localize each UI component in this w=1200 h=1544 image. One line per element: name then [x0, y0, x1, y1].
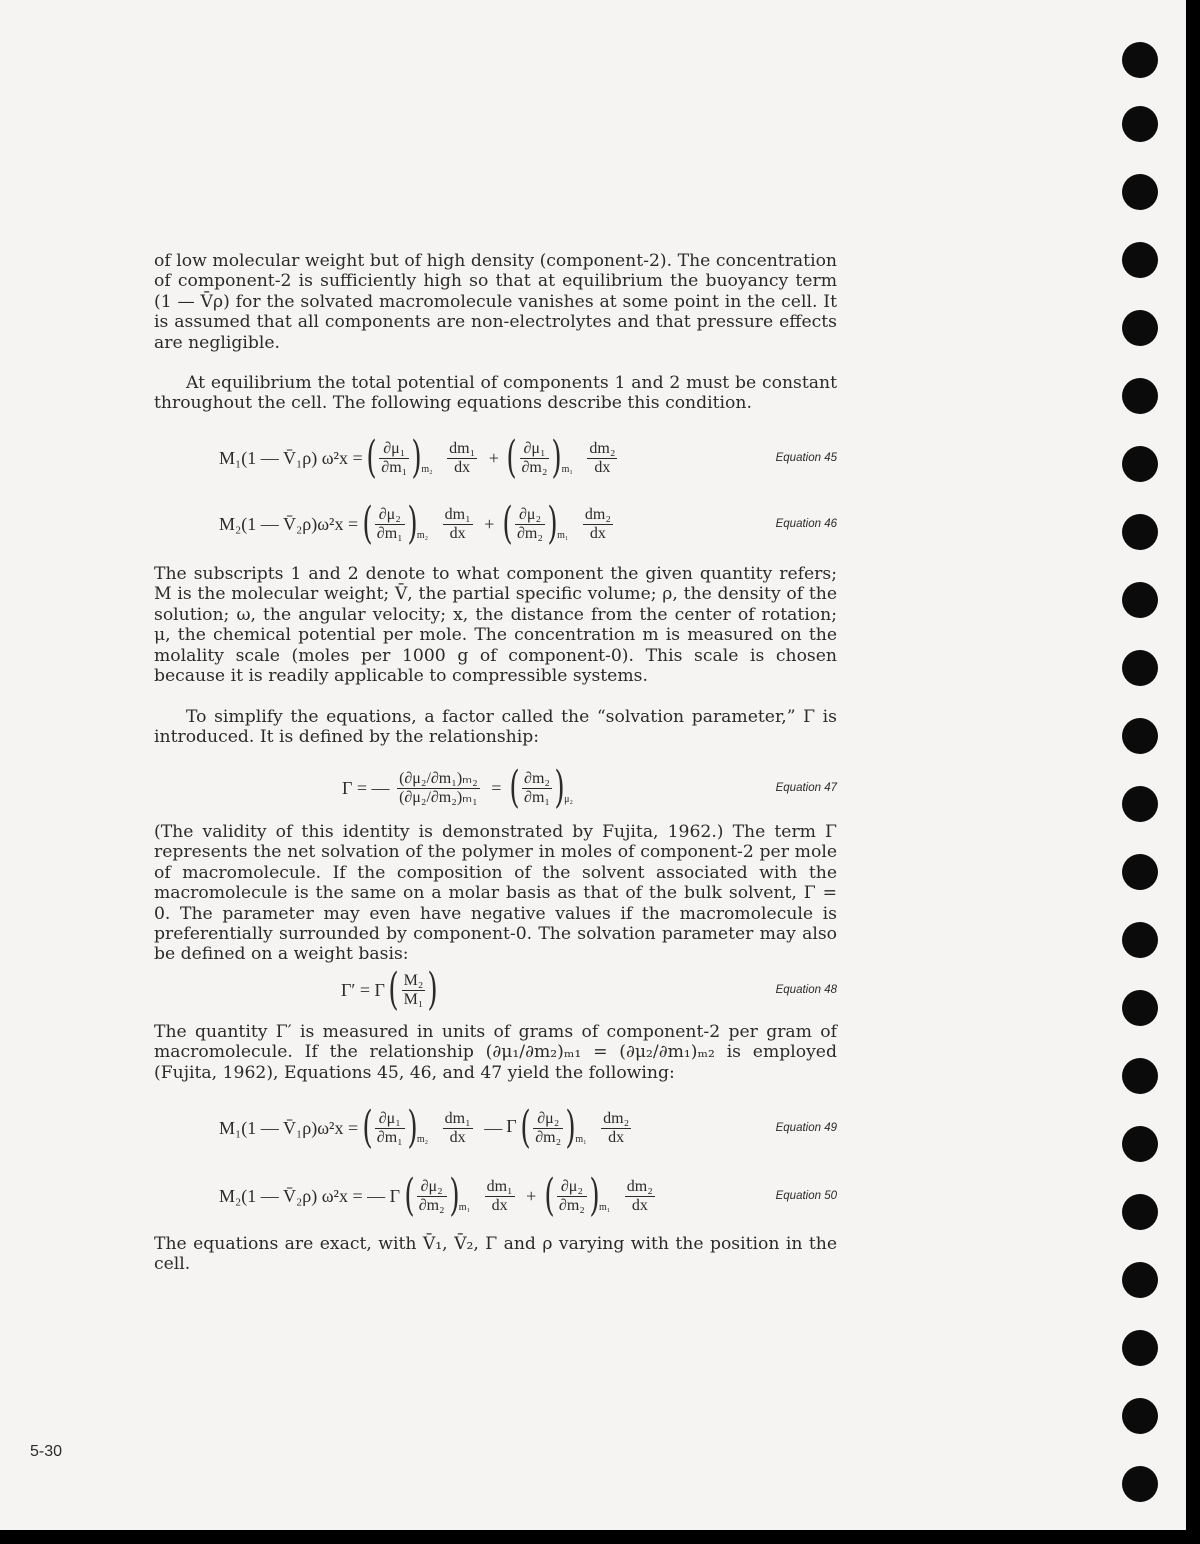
paragraph-validity: (The validity of this identity is demonstrated by Fujita, 1962.) The term Γ represents the net solvation of the polymer in moles of component-2 per mole of macromolecule. If the composition of the solvent associated with the macromolecule is the same on a molar basis as that of the bulk solvent, Γ = 0. The parameter may even have negative values if the macromolecule is preferentially surrounded by component-0. The solvation parameter may also be defined on a weight basis:: [154, 822, 837, 965]
equation-lhs: M₂(1 — V̄₂ρ) ω²x = — Γ: [219, 1185, 401, 1206]
equation-49: M₁(1 — V̄₁ρ)ω²x = ( $\frac{\text{∂μ₁}}{\text{∂m₁}}$ )$_{m_2}$ $\frac{\text{dm₁}}{dx}$ — Γ ( $\frac{\text{∂μ₂}}{\text{∂m₂}}$ )$_{m_1}$ $\frac{\text{dm₂}}{dx}$ Equation 49: [219, 1102, 837, 1153]
page-number: 5-30: [30, 1443, 63, 1460]
paragraph-quantity: The quantity Γ′ is measured in units of grams of component-2 per gram of macromolecule. If the relationship (∂μ₁/∂m₂)ₘ₁ = (∂μ₂/∂m₁)ₘ₂ is employed (Fujita, 1962), Equations 45, 46, and 47 yield the following:: [154, 1022, 837, 1083]
equation-lhs: M₁(1 — V̄₁ρ)ω²x =: [219, 1117, 359, 1138]
paragraph-subscripts: The subscripts 1 and 2 denote to what component the given quantity refers; M is the molecular weight; V̄, the partial specific volume; ρ, the density of the solution; ω, the angular velocity; x, the distance from the center of rotation; μ, the chemical potential per mole. The concentration m is measured on the molality scale (moles per 1000 g of component-0). This scale is chosen because it is readily applicable to compressible systems.: [154, 564, 837, 687]
equation-45: M₁(1 — V̄₁ρ) ω²x = ( $\frac{\text{∂μ₁}}{\text{∂m₁}}$ )$_{m_2}$ $\frac{\text{dm₁}}{dx}$ + ( $\frac{\text{∂μ₁}}{\text{∂m₂}}$ )$_{m_1}$ $\frac{\text{dm₂}}{dx}$ Equation 45: [219, 432, 837, 483]
equation-label: Equation 48: [775, 984, 837, 996]
binder-hole: [1122, 514, 1158, 550]
equation-lhs: M₂(1 — V̄₂ρ)ω²x =: [219, 513, 359, 534]
binder-hole: [1122, 718, 1158, 754]
binder-hole: [1122, 1330, 1158, 1366]
equation-label: Equation 46: [775, 518, 837, 530]
binder-hole: [1122, 990, 1158, 1026]
binder-hole: [1122, 1194, 1158, 1230]
paragraph-intro: of low molecular weight but of high density (component-2). The concentration of component-2 is sufficiently high so that at equilibrium the buoyancy term (1 — V̄ρ) for the solvated macromolecule vanishes at some point in the cell. It is assumed that all components are non-electrolytes and that pressure effects are negligible.: [154, 251, 837, 353]
binder-hole: [1122, 310, 1158, 346]
equation-47: Γ = — $\frac{\text{(∂μ₂/∂m₁)ₘ₂}}{\text{(∂μ₂/∂m₂)ₘ₁}}$ = ( $\frac{\text{∂m₂}}{\text{∂m₁}}$ )$_{\mu_2}$ Equation 47: [342, 762, 837, 813]
equation-label: Equation 45: [775, 452, 837, 464]
equation-lhs: Γ = —: [342, 777, 390, 798]
equation-lhs: M₁(1 — V̄₁ρ) ω²x =: [219, 447, 363, 468]
equation-label: Equation 47: [775, 782, 837, 794]
equation-label: Equation 50: [775, 1190, 837, 1202]
equation-label: Equation 49: [775, 1122, 837, 1134]
binder-hole: [1122, 174, 1158, 210]
equation-48: Γ′ = Γ ( $\frac{\text{M₂}}{\text{M₁}}$ ) Equation 48: [341, 964, 837, 1015]
binder-hole: [1122, 1466, 1158, 1502]
paragraph-equilibrium: At equilibrium the total potential of components 1 and 2 must be constant throughout the cell. The following equations describe this condition.: [154, 373, 837, 414]
equation-46: M₂(1 — V̄₂ρ)ω²x = ( $\frac{\text{∂μ₂}}{\text{∂m₁}}$ )$_{m_2}$ $\frac{\text{dm₁}}{dx}$ + ( $\frac{\text{∂μ₂}}{\text{∂m₂}}$ )$_{m_1}$ $\frac{\text{dm₂}}{dx}$ Equation 46: [219, 498, 837, 549]
binder-hole: [1122, 650, 1158, 686]
binder-hole: [1122, 1398, 1158, 1434]
binder-hole: [1122, 378, 1158, 414]
equation-lhs: Γ′ = Γ: [341, 979, 385, 1000]
binder-hole: [1122, 42, 1158, 78]
paragraph-solvation-parameter: To simplify the equations, a factor called the “solvation parameter,” Γ is introduced. It is defined by the relationship:: [154, 707, 837, 748]
binder-hole: [1122, 1262, 1158, 1298]
binder-hole: [1122, 446, 1158, 482]
binder-hole: [1122, 242, 1158, 278]
equation-50: M₂(1 — V̄₂ρ) ω²x = — Γ ( $\frac{\text{∂μ₂}}{\text{∂m₂}}$ )$_{m_1}$ $\frac{\text{dm₁}}{dx}$ + ( $\frac{\text{∂μ₂}}{\text{∂m₂}}$ )$_{m_1}$ $\frac{\text{dm₂}}{dx}$ Equation 50: [219, 1170, 837, 1221]
binder-hole: [1122, 922, 1158, 958]
binder-hole: [1122, 106, 1158, 142]
binder-hole: [1122, 786, 1158, 822]
binder-hole: [1122, 854, 1158, 890]
binder-hole: [1122, 1058, 1158, 1094]
binder-hole: [1122, 1126, 1158, 1162]
paragraph-conclusion: The equations are exact, with V̄₁, V̄₂, Γ and ρ varying with the position in the cell.: [154, 1234, 837, 1275]
binder-hole: [1122, 582, 1158, 618]
